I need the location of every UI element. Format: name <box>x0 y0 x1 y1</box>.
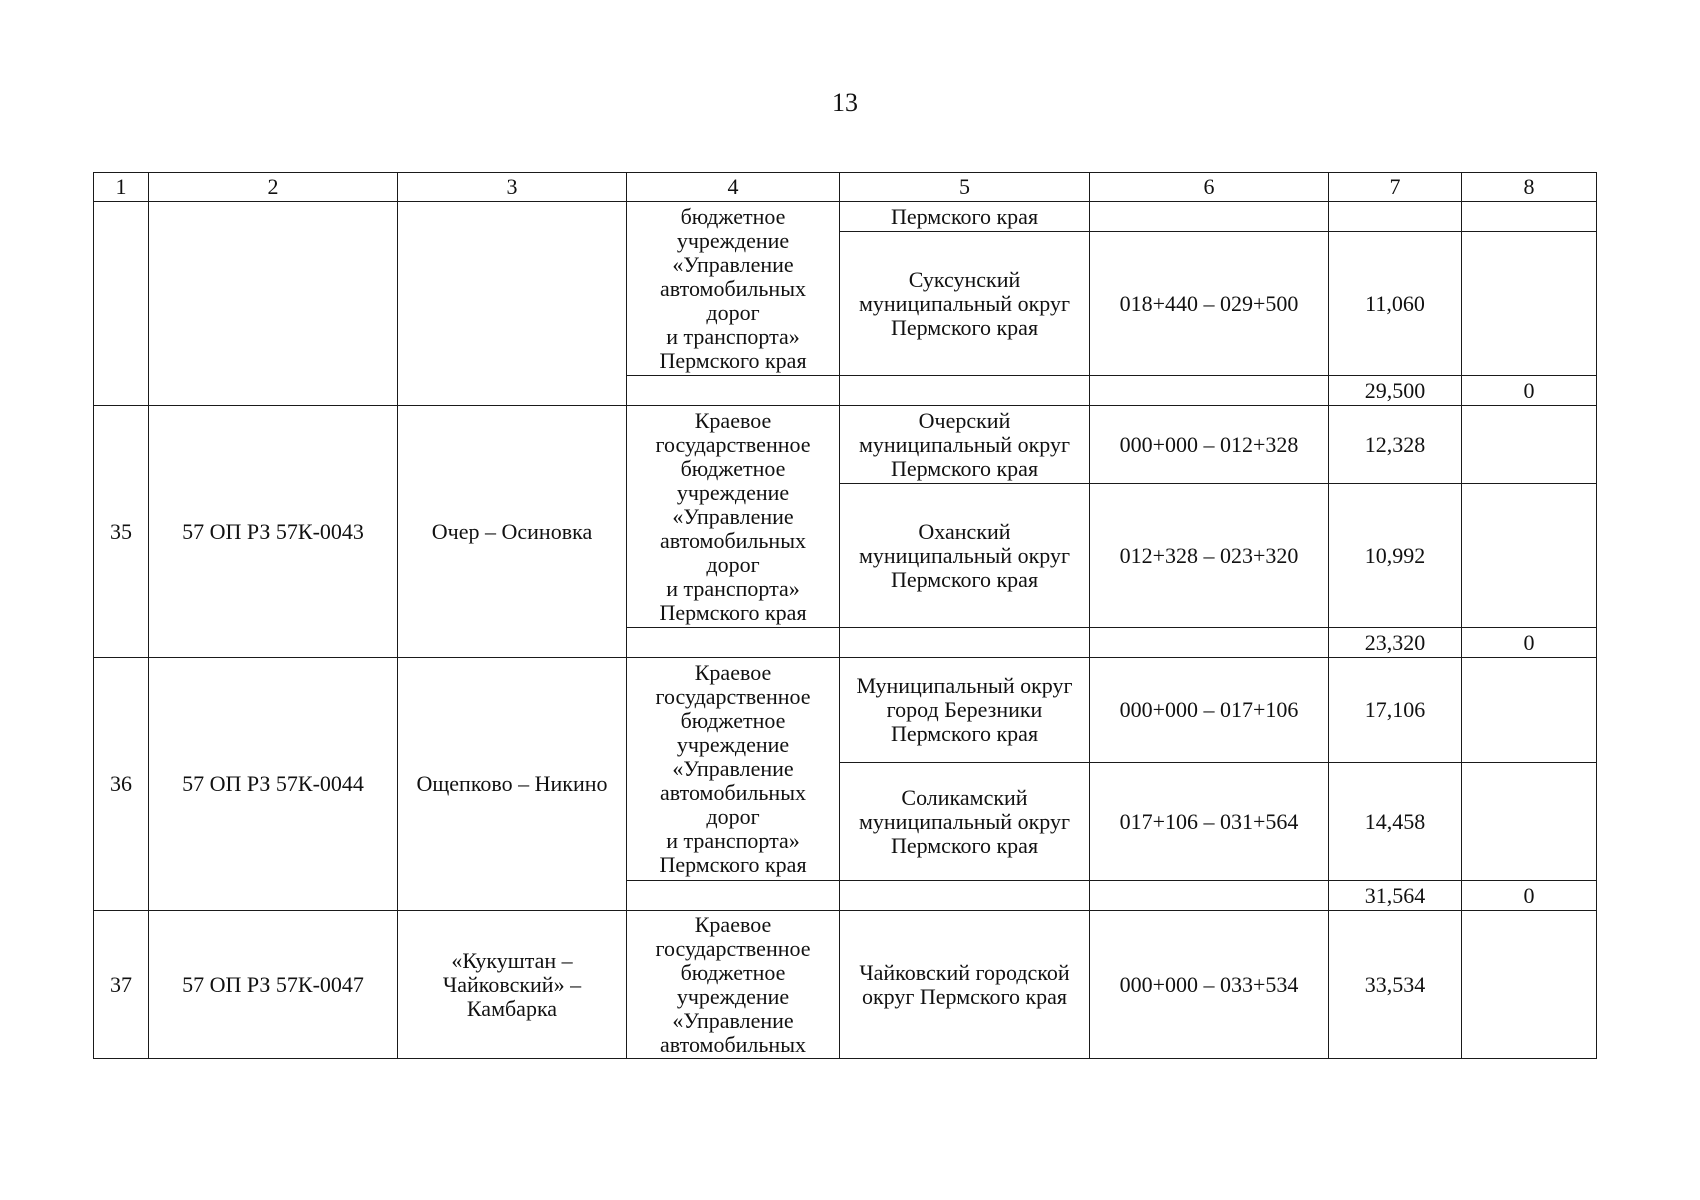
cell-col8 <box>1462 911 1597 1059</box>
cell-total-length: 29,500 <box>1329 376 1462 406</box>
table-row <box>94 202 1597 232</box>
cell-length: 12,328 <box>1329 406 1462 484</box>
cell-num: 36 <box>94 658 149 911</box>
cell-organization: бюджетное учреждение «Управление автомобильных дорог и транспорта» Пермского края <box>627 202 840 376</box>
table-row <box>94 658 1597 763</box>
cell-num <box>94 202 149 406</box>
column-number-row <box>94 173 1597 202</box>
cell-segment <box>1090 881 1329 911</box>
cell-district: Очерский муниципальный округ Пермского края <box>840 406 1090 484</box>
cell-road-name <box>398 202 627 406</box>
table-row <box>94 406 1597 484</box>
cell-length <box>1329 202 1462 232</box>
cell-length: 11,060 <box>1329 232 1462 376</box>
table-row <box>94 911 1597 1059</box>
col-header-6: 6 <box>1090 173 1329 202</box>
cell-segment: 018+440 – 029+500 <box>1090 232 1329 376</box>
cell-organization <box>627 376 840 406</box>
cell-total-col8: 0 <box>1462 628 1597 658</box>
cell-total-length: 23,320 <box>1329 628 1462 658</box>
cell-district: Соликамский муниципальный округ Пермского края <box>840 763 1090 881</box>
cell-num: 35 <box>94 406 149 658</box>
cell-length: 14,458 <box>1329 763 1462 881</box>
cell-code: 57 ОП РЗ 57К-0043 <box>149 406 398 658</box>
cell-col8 <box>1462 763 1597 881</box>
cell-length: 17,106 <box>1329 658 1462 763</box>
cell-segment: 017+106 – 031+564 <box>1090 763 1329 881</box>
cell-length: 10,992 <box>1329 484 1462 628</box>
cell-segment: 012+328 – 023+320 <box>1090 484 1329 628</box>
col-header-3: 3 <box>398 173 627 202</box>
col-header-4: 4 <box>627 173 840 202</box>
cell-code <box>149 202 398 406</box>
cell-organization <box>627 881 840 911</box>
cell-road-name: «Кукуштан – Чайковский» – Камбарка <box>398 911 627 1059</box>
cell-organization <box>627 628 840 658</box>
cell-num: 37 <box>94 911 149 1059</box>
col-header-7: 7 <box>1329 173 1462 202</box>
cell-col8 <box>1462 484 1597 628</box>
cell-district: Суксунский муниципальный округ Пермского края <box>840 232 1090 376</box>
cell-district <box>840 628 1090 658</box>
cell-organization: Краевое государственное бюджетное учреждение «Управление автомобильных дорог и транспорта» Пермского края <box>627 658 840 881</box>
cell-segment: 000+000 – 012+328 <box>1090 406 1329 484</box>
cell-segment <box>1090 376 1329 406</box>
road-registry-table <box>93 172 1597 1059</box>
cell-segment <box>1090 202 1329 232</box>
col-header-5: 5 <box>840 173 1090 202</box>
cell-road-name: Очер – Осиновка <box>398 406 627 658</box>
cell-segment: 000+000 – 017+106 <box>1090 658 1329 763</box>
page-number: 13 <box>832 88 858 117</box>
col-header-8: 8 <box>1462 173 1597 202</box>
cell-length: 33,534 <box>1329 911 1462 1059</box>
col-header-2: 2 <box>149 173 398 202</box>
cell-code: 57 ОП РЗ 57К-0044 <box>149 658 398 911</box>
cell-code: 57 ОП РЗ 57К-0047 <box>149 911 398 1059</box>
cell-segment: 000+000 – 033+534 <box>1090 911 1329 1059</box>
cell-total-col8: 0 <box>1462 881 1597 911</box>
cell-total-length: 31,564 <box>1329 881 1462 911</box>
col-header-1: 1 <box>94 173 149 202</box>
cell-col8 <box>1462 406 1597 484</box>
cell-organization: Краевое государственное бюджетное учреждение «Управление автомобильных <box>627 911 840 1059</box>
cell-district <box>840 881 1090 911</box>
cell-district: Пермского края <box>840 202 1090 232</box>
cell-col8 <box>1462 202 1597 232</box>
cell-district: Чайковский городской округ Пермского края <box>840 911 1090 1059</box>
cell-district <box>840 376 1090 406</box>
cell-col8 <box>1462 658 1597 763</box>
cell-total-col8: 0 <box>1462 376 1597 406</box>
cell-segment <box>1090 628 1329 658</box>
cell-district: Оханский муниципальный округ Пермского края <box>840 484 1090 628</box>
cell-district: Муниципальный округ город Березники Пермского края <box>840 658 1090 763</box>
cell-col8 <box>1462 232 1597 376</box>
cell-organization: Краевое государственное бюджетное учреждение «Управление автомобильных дорог и транспорта» Пермского края <box>627 406 840 628</box>
cell-road-name: Ощепково – Никино <box>398 658 627 911</box>
